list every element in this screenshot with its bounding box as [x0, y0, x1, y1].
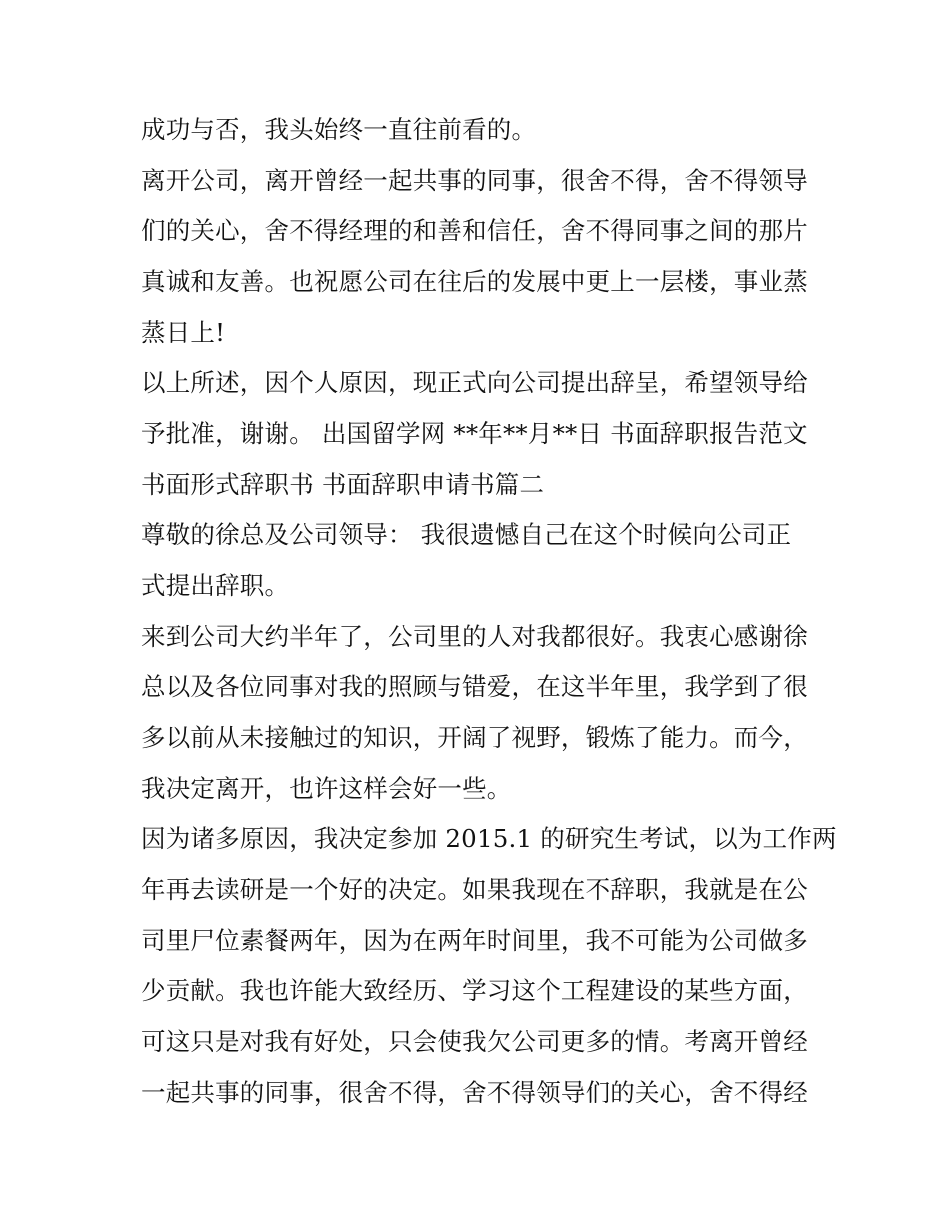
- text-line-19: 可这只是对我有好处，只会使我欠公司更多的情。考离开曾经: [141, 1027, 808, 1056]
- text-line-8: 书面形式辞职书 书面辞职申请书篇二: [141, 470, 545, 499]
- text-line-15: 因为诸多原因，我决定参加 2015.1 的研究生考试，以为工作两: [141, 824, 837, 853]
- text-line-20: 一起共事的同事，很舍不得，舍不得领导们的关心，舍不得经: [141, 1078, 808, 1107]
- text-line-6: 以上所述，因个人原因，现正式向公司提出辞呈，希望领导给: [141, 368, 808, 397]
- text-line-17: 司里尸位素餐两年，因为在两年时间里，我不可能为公司做多: [141, 926, 808, 955]
- text-line-12: 总以及各位同事对我的照顾与错爱，在这半年里，我学到了很: [141, 672, 808, 701]
- text-line-11: 来到公司大约半年了，公司里的人对我都很好。我衷心感谢徐: [141, 622, 808, 651]
- text-line-1: 成功与否，我头始终一直往前看的。: [141, 115, 537, 144]
- text-line-5: 蒸日上!: [141, 318, 226, 347]
- text-line-7: 予批准，谢谢。 出国留学网 **年**月**日 书面辞职报告范文: [141, 419, 808, 448]
- text-line-9: 尊敬的徐总及公司领导： 我很遗憾自己在这个时候向公司正: [141, 520, 792, 549]
- text-line-18: 少贡献。我也许能大致经历、学习这个工程建设的某些方面，: [141, 976, 808, 1005]
- text-line-14: 我决定离开，也许这样会好一些。: [141, 774, 512, 803]
- text-line-10: 式提出辞职。: [141, 571, 290, 600]
- text-line-13: 多以前从未接触过的知识，开阔了视野，锻炼了能力。而今，: [141, 723, 808, 752]
- text-line-16: 年再去读研是一个好的决定。如果我现在不辞职，我就是在公: [141, 875, 808, 904]
- text-line-3: 们的关心，舍不得经理的和善和信任，舍不得同事之间的那片: [141, 216, 808, 245]
- text-line-2: 离开公司，离开曾经一起共事的同事，很舍不得，舍不得领导: [141, 166, 808, 195]
- text-line-4: 真诚和友善。也祝愿公司在往后的发展中更上一层楼，事业蒸: [141, 267, 808, 296]
